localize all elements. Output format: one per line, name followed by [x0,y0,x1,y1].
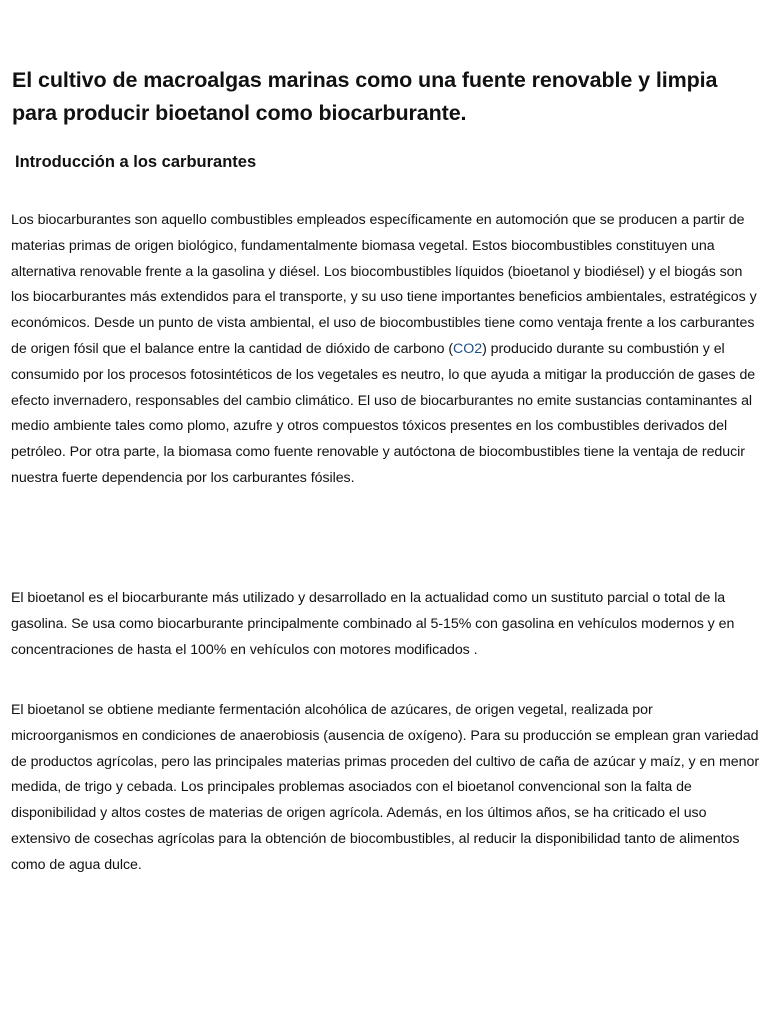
document-title: El cultivo de macroalgas marinas como una fuente renovable y limpia para producir bioetanol como biocarburante. [12,68,718,125]
co2-term: CO2 [453,340,483,357]
paragraph-bioetanol-uso: El bioetanol es el biocarburante más utilizado y desarrollado en la actualidad como un sustituto parcial o total de la gasolina. Se usa como biocarburante principalmente combinado al 5-15% con gasolina en vehículos modernos y en concentraciones de hasta el 100% en vehículos con motores modificados . [11,590,735,658]
paragraph-1-text-a: Los biocarburantes son aquello combustibles empleados específicamente en automoción que se producen a partir de materias primas de origen biológico, fundamentalmente biomasa vegetal. Estos biocombustibles constituyen una alternativa renovable frente a la gasolina y diésel. Los biocombustibles líquidos (bioetanol y biodiésel) y el biogás son los biocarburantes más extendidos para el transporte, y su uso tiene importantes beneficios ambientales, estratégicos y económicos. Desde un punto de vista ambiental, el uso de biocombustibles tiene como ventaja frente a los carburantes de origen fósil que el balance entre la cantidad de dióxido de carbono ( [11,212,757,357]
section-heading: Introducción a los carburantes [15,153,257,171]
paragraph-1-text-b: ) producido durante su combustión y el consumido por los procesos fotosintéticos de los vegetales es neutro, lo que ayuda a mitigar la producción de gases de efecto invernadero, responsables del cambio climático. El uso de biocarburantes no emite sustancias contaminantes al medio ambiente tales como plomo, azufre y otros compuestos tóxicos presentes en los combustibles derivados del petróleo. Por otra parte, la biomasa como fuente renovable y autóctona de biocombustibles tiene la ventaja de reducir nuestra fuerte dependencia por los carburantes fósiles. [11,340,756,486]
paragraph-biocarburantes [11,208,759,492]
paragraph-bioetanol-obtencion: El bioetanol se obtiene mediante fermentación alcohólica de azúcares, de origen vegetal, realizada por microorganismos en condiciones de anaerobiosis (ausencia de oxígeno). Para su producción se emplean gran variedad de productos agrícolas, pero las principales materias primas proceden del cultivo de caña de azúcar y maíz, y en menor medida, de trigo y cebada. Los principales problemas asociados con el bioetanol convencional son la falta de disponibilidad y altos costes de materias de origen agrícola. Además, en los últimos años, se ha criticado el uso extensivo de cosechas agrícolas para la obtención de biocombustibles, al reducir la disponibilidad tanto de alimentos como de agua dulce. [11,702,759,873]
